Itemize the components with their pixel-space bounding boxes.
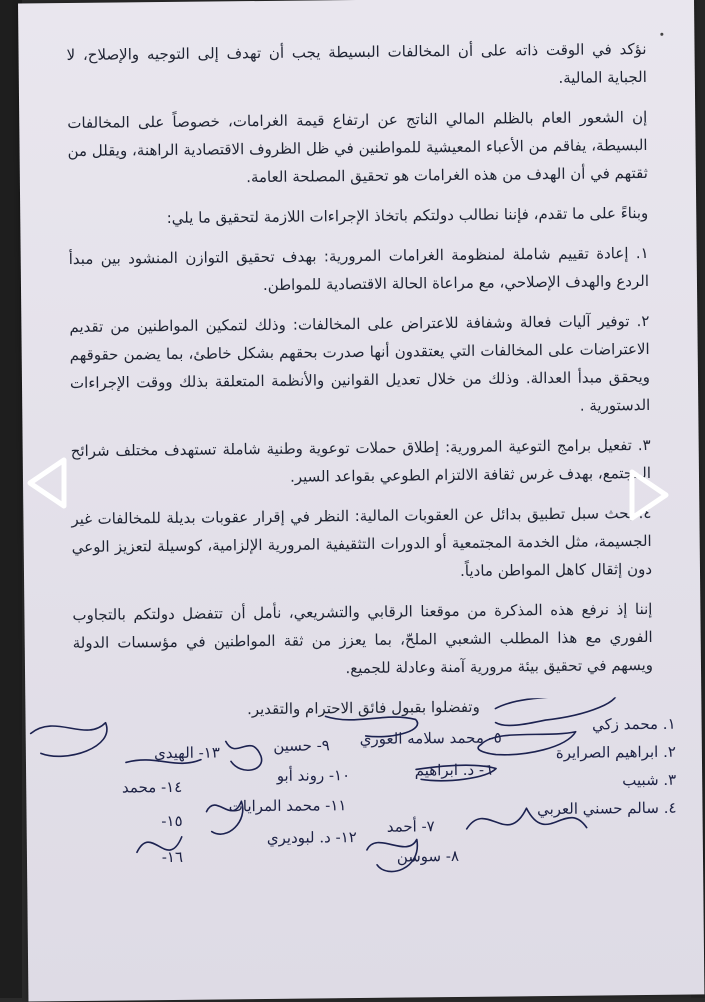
signature-entry: ٥- محمد سلامه الغوري	[359, 728, 502, 749]
chevron-right-icon	[626, 468, 672, 522]
paragraph-demands-intro: وبناءً على ما تقدم، فإننا نطالب دولتكم باتخاذ الإجراءات اللازمة لتحقيق ما يلي:	[166, 203, 649, 227]
signature-entry: ٢. ابراهيم الصرايرة	[555, 742, 676, 762]
demand-item-3: ٣. تفعيل برامج التوعية المرورية: إطلاق حملات توعوية وطنية شاملة تستهدف مختلف شرائح المجتمع، بهدف غرس ثقافة الالتزام الطوعي بقواعد السير.	[70, 435, 652, 486]
signature-entry: ١٢- د. لبوديري	[266, 828, 357, 847]
paragraph-intro: نؤكد في الوقت ذاته على أن المخالفات البسيطة يجب أن تهدف إلى التوجيه والإصلاح، لا الجباية المالية.	[66, 39, 647, 87]
signature-stroke	[126, 759, 201, 764]
signature-stroke	[137, 837, 182, 852]
signature-stroke	[367, 839, 418, 871]
document-body	[66, 35, 653, 737]
signature-stroke	[325, 715, 417, 737]
demand-item-1: ١. إعادة تقييم شاملة لمنظومة الغرامات المرورية: بهدف تحقيق التوازن المنشود بين مبدأ الردع والهدف الإصلاحي، مع مراعاة الحالة الاقتصادية للمواطن.	[68, 243, 650, 294]
signature-entry: ١٤- محمد	[121, 777, 183, 797]
signature-entry: ١٥-	[161, 811, 183, 831]
paragraph-public-sentiment: إن الشعور العام بالظلم المالي الناتج عن ارتفاع قيمة الغرامات، خصوصاً على المخالفات البسيطة، يفاقم من الأعباء المعيشية للمواطنين في ظل الظروف الاقتصادية الراهنة، ويقلل من ثقتهم في أن الهدف من هذه الغرامات هو تحقيق المصلحة العامة.	[67, 107, 648, 187]
signature-stroke	[466, 808, 586, 829]
page-mark	[660, 33, 663, 36]
signature-entry: ٨- سوسن	[396, 846, 460, 866]
handwriting-scribbles	[25, 696, 703, 933]
previous-page-button[interactable]	[24, 456, 70, 510]
signature-entry: ١٠- روند أبو	[276, 766, 351, 785]
signature-entry: ١٣- الهيدي	[154, 743, 220, 763]
signature-stroke	[206, 801, 243, 834]
closing-salutation: وتفضلوا بقبول فائق الاحترام والتقدير.	[246, 697, 480, 719]
next-page-button[interactable]	[626, 468, 672, 522]
signature-block	[25, 696, 703, 933]
paragraph-conclusion: إننا إذ نرفع هذه المذكرة من موقعنا الرقابي والتشريعي، نأمل أن تتفضل دولتكم بالتجاوب الفوري مع هذا المطلب الشعبي الملحّ، بما يعزز من ثقة المواطنين في مؤسسات الدولة ويسهم في تحقيق بيئة مرورية آمنة وعادلة للجميع.	[72, 599, 654, 678]
signature-entry: ٧- أحمد	[386, 817, 435, 836]
document-page	[18, 0, 704, 1001]
signature-stroke	[495, 696, 617, 725]
signature-stroke	[478, 732, 576, 755]
demand-item-4: ٤. بحث سبل تطبيق بدائل عن العقوبات المالية: النظر في إقرار عقوبات بديلة للمخالفات غير الجسيمة، مثل الخدمة المجتمعية أو الدورات التثقيفية المرورية الإلزامية، كوسيلة لتعزيز الوعي دون إثقال كاهل المواطن مادياً.	[71, 503, 653, 580]
signature-entry: ٤. سالم حسني العربي	[536, 798, 677, 819]
signature-entry: ١١- محمد المرايات	[228, 796, 347, 816]
signature-entry: ١٦-	[161, 847, 184, 867]
signature-stroke	[416, 765, 496, 781]
signature-entry: ١. محمد زكي	[591, 714, 676, 734]
demand-item-2: ٢. توفير آليات فعالة وشفافة للاعتراض على المخالفات: وذلك لتمكين المواطنين من تقديم الاعتراضات على المخالفات التي يعتقدون أنها صدرت بحقهم بشكل خاطئ، بما يضمن حقوقهم ويحقق مبدأ العدالة. وذلك من خلال تعديل القوانين والأنظمة المتعلقة بذلك ووقت الإجراءات الدستورية .	[69, 311, 651, 415]
signature-stroke	[31, 723, 108, 757]
signature-entry: ٩- حسين	[273, 736, 330, 755]
chevron-left-icon	[24, 456, 70, 510]
signature-entry: ٣. شبيب	[622, 770, 677, 790]
signature-entry: ٦- د. ابراهيم	[414, 760, 493, 780]
signature-stroke	[226, 741, 262, 770]
